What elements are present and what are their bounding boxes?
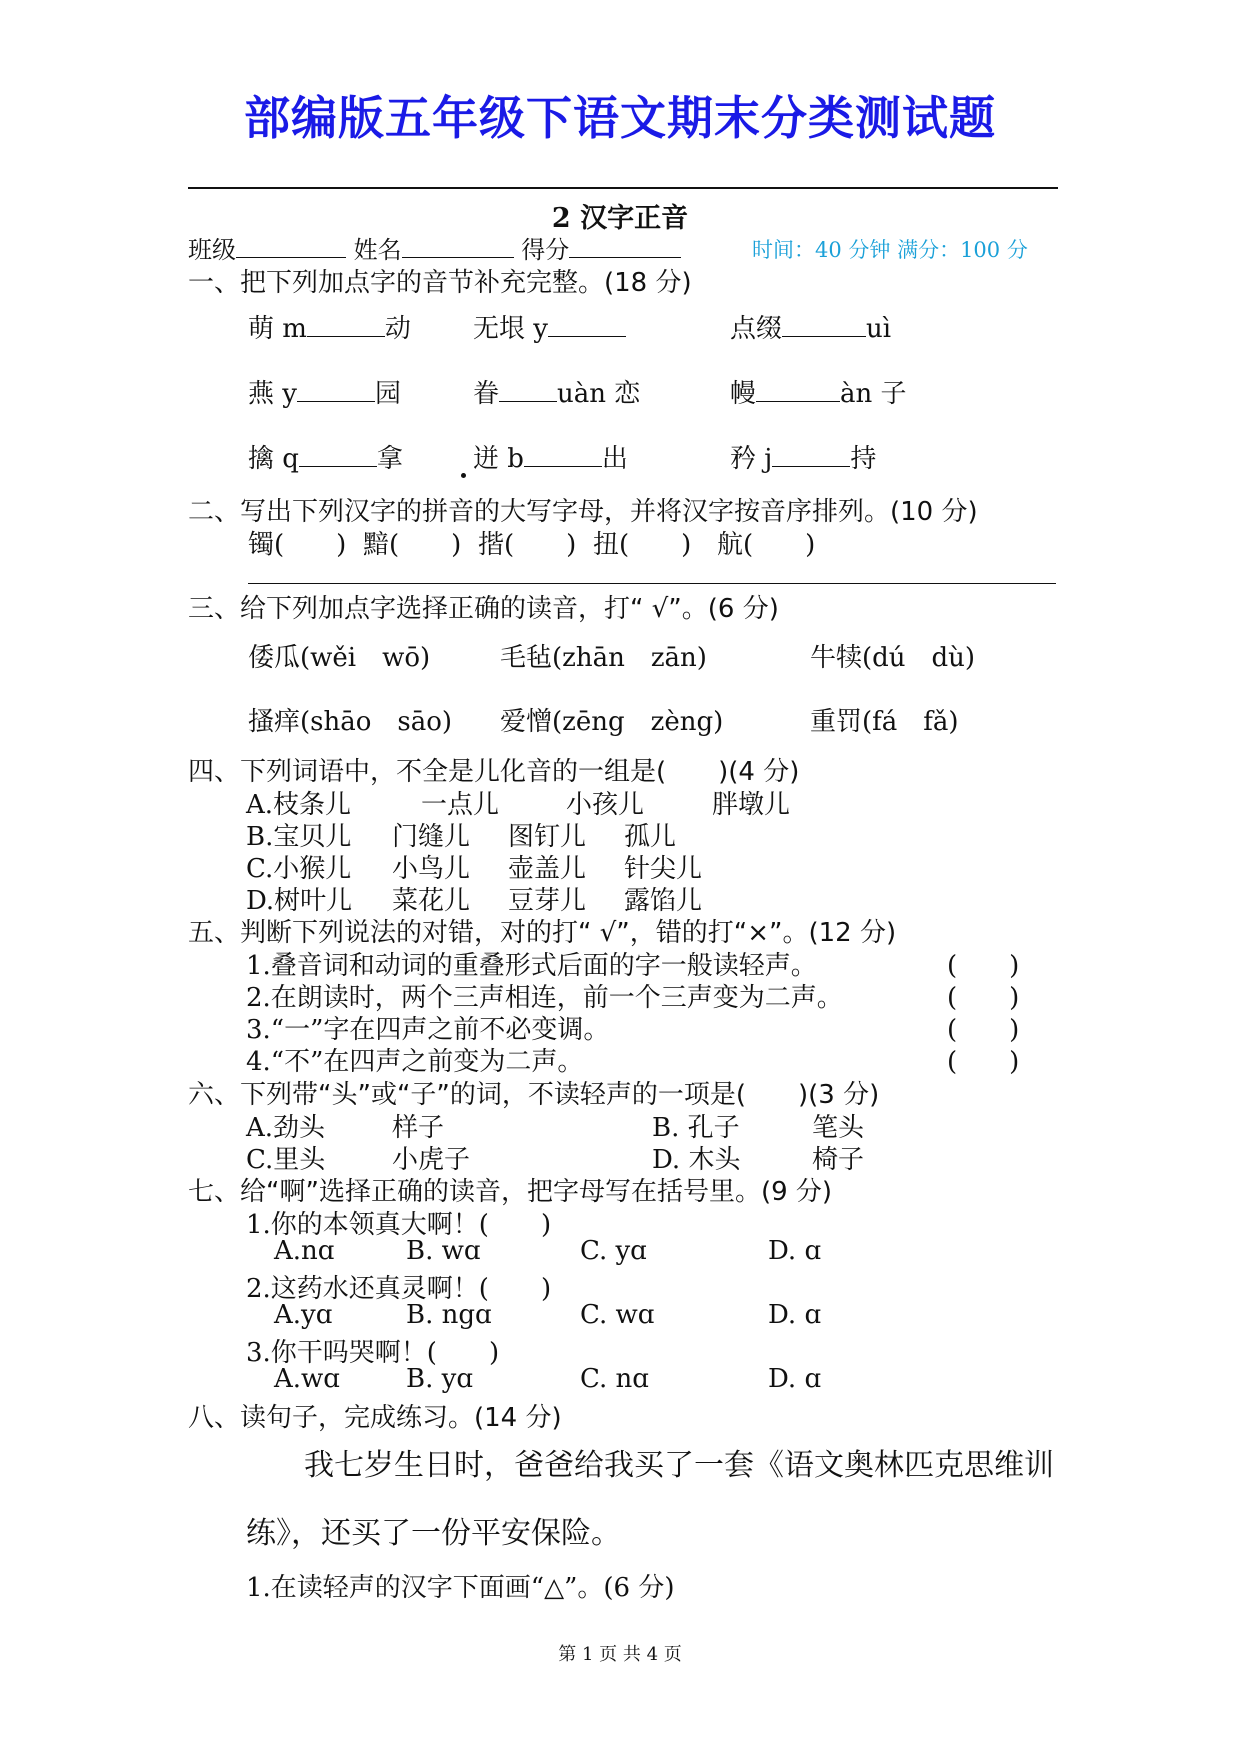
q2-item[interactable]: 航( ) [717, 530, 816, 560]
q3-item[interactable]: 倭瓜(wěi wō) [248, 643, 431, 673]
passage-line: 练》，还买了一份平安保险。 [246, 1516, 621, 1551]
q1-item: 眷 uàn 恋 [473, 373, 640, 410]
q7-option: A.wɑ [274, 1364, 340, 1394]
q1-item: 萌 m 动 [248, 308, 411, 345]
name-blank[interactable] [402, 235, 514, 258]
q6-option: D. 木头 [652, 1145, 741, 1175]
q5-statement: 4.“不”在四声之前变为二声。 [246, 1047, 584, 1077]
q6-option: 椅子 [812, 1145, 865, 1175]
q4-heading: 四、下列词语中，不全是儿化音的一组是( )(4 分) [188, 757, 800, 787]
q7-option: C. wɑ [580, 1300, 655, 1330]
time-score-info: 时间：40 分钟 满分：100 分 [752, 238, 1028, 262]
answer-blank[interactable] [307, 310, 385, 337]
score-blank[interactable] [569, 235, 681, 258]
student-info-row [188, 230, 681, 265]
q7-option: D. ɑ [768, 1364, 822, 1394]
q5-heading: 五、判断下列说法的对错，对的打“ √”，错的打“×”。(12 分) [188, 918, 897, 948]
answer-paren[interactable]: ( ) [947, 1047, 1020, 1077]
q4-option: D.树叶儿 [246, 886, 353, 916]
answer-blank[interactable] [524, 440, 602, 467]
q1-item: 矜 j 持 [730, 438, 876, 475]
q5-statement: 3.“一”字在四声之前不必变调。 [246, 1015, 610, 1045]
q7-option: C. nɑ [580, 1364, 649, 1394]
q6-option: 笔头 [812, 1113, 865, 1143]
q8-subquestion: 1.在读轻声的汉字下面画“△”。(6 分) [246, 1573, 675, 1603]
q2-item[interactable]: 镯( ) [248, 530, 347, 560]
q4-option: 胖墩儿 [712, 790, 791, 820]
q4-option: 壶盖儿 [508, 854, 587, 884]
q6-option: 样子 [392, 1113, 445, 1143]
q4-option: B.宝贝儿 [246, 822, 352, 852]
answer-paren[interactable]: ( ) [947, 983, 1020, 1013]
name-label: 姓名 [353, 236, 402, 264]
q4-option: 小鸟儿 [392, 854, 471, 884]
q3-item[interactable]: 搔痒(shāo sāo) [248, 707, 453, 737]
q2-item[interactable]: 扭( ) [593, 530, 692, 560]
document-title: 部编版五年级下语文期末分类测试题 [244, 91, 996, 145]
q3-item[interactable]: 牛犊(dú dù) [810, 643, 976, 673]
q1-item: 无垠 y [473, 308, 626, 345]
q6-option: A.劲头 [246, 1113, 326, 1143]
q2-heading: 二、写出下列汉字的拼音的大写字母，并将汉字按音序排列。(10 分) [188, 497, 978, 527]
q7-option: D. ɑ [768, 1300, 822, 1330]
q4-option: 露馅儿 [624, 886, 703, 916]
q4-option: 小孩儿 [566, 790, 645, 820]
class-label: 班级 [188, 236, 236, 264]
q3-heading: 三、给下列加点字选择正确的读音，打“ √”。(6 分) [188, 594, 779, 624]
answer-blank[interactable] [756, 375, 840, 402]
q2-item[interactable]: 黯( ) [363, 530, 462, 560]
q2-answer-line[interactable] [248, 583, 1056, 584]
class-blank[interactable] [236, 235, 346, 258]
q7-option: D. ɑ [768, 1236, 822, 1266]
q4-option: 豆芽儿 [508, 886, 587, 916]
q4-option: 菜花儿 [392, 886, 471, 916]
answer-paren[interactable]: ( ) [947, 1015, 1020, 1045]
q7-question: 1.你的本领真大啊！( ) [246, 1210, 552, 1240]
q2-item[interactable]: 揩( ) [478, 530, 577, 560]
answer-blank[interactable] [772, 440, 850, 467]
q1-item: 迸 b 出 [473, 438, 628, 475]
q6-option: B. 孔子 [652, 1113, 740, 1143]
q3-item[interactable]: 爱憎(zēng zèng) [500, 707, 724, 737]
q7-heading: 七、给“啊”选择正确的读音，把字母写在括号里。(9 分) [188, 1177, 833, 1207]
q7-option: B. wɑ [406, 1236, 481, 1266]
answer-blank[interactable] [782, 310, 866, 337]
q6-option: C.里头 [246, 1145, 326, 1175]
q7-option: B. ngɑ [406, 1300, 492, 1330]
q6-option: 小虎子 [392, 1145, 471, 1175]
page-footer: 第 1 页 共 4 页 [558, 1644, 682, 1665]
q5-statement: 1.叠音词和动词的重叠形式后面的字一般读轻声。 [246, 951, 817, 981]
q4-option: 孤儿 [624, 822, 677, 852]
q4-option: 图钉儿 [508, 822, 587, 852]
q7-option: B. yɑ [406, 1364, 473, 1394]
section-subtitle: 2 汉字正音 [551, 203, 689, 234]
answer-paren[interactable]: ( ) [947, 951, 1020, 981]
q8-heading: 八、读句子，完成练习。(14 分) [188, 1403, 562, 1433]
q1-item: 燕 y 园 [248, 373, 401, 410]
answer-blank[interactable] [297, 375, 375, 402]
emphasis-dot [461, 473, 466, 478]
answer-blank[interactable] [499, 375, 557, 402]
score-label: 得分 [521, 236, 570, 264]
answer-blank[interactable] [299, 440, 377, 467]
q1-item: 幔 àn 子 [730, 373, 907, 410]
q3-item[interactable]: 重罚(fá fǎ) [810, 707, 959, 737]
q7-question: 3.你干吗哭啊！( ) [246, 1338, 500, 1368]
q3-item[interactable]: 毛毡(zhān zān) [500, 643, 707, 673]
q1-item: 擒 q 拿 [248, 438, 403, 475]
answer-blank[interactable] [548, 310, 626, 337]
q4-option: 针尖儿 [624, 854, 703, 884]
q7-question: 2.这药水还真灵啊！( ) [246, 1274, 552, 1304]
q4-option: A.枝条儿 [246, 790, 352, 820]
q7-option: A.nɑ [274, 1236, 335, 1266]
q1-item: 点缀 uì [730, 308, 891, 345]
title-divider [188, 187, 1058, 189]
q7-option: C. yɑ [580, 1236, 647, 1266]
q5-statement: 2.在朗读时，两个三声相连，前一个三声变为二声。 [246, 983, 843, 1013]
passage-line: 我七岁生日时，爸爸给我买了一套《语文奥林匹克思维训 [304, 1448, 1054, 1483]
q4-option: 一点儿 [421, 790, 500, 820]
q7-option: A.yɑ [274, 1300, 333, 1330]
q4-option: C.小猴儿 [246, 854, 352, 884]
q1-heading: 一、把下列加点字的音节补充完整。(18 分) [188, 268, 692, 298]
q6-heading: 六、下列带“头”或“子”的词，不读轻声的一项是( )(3 分) [188, 1080, 880, 1110]
q4-option: 门缝儿 [392, 822, 471, 852]
